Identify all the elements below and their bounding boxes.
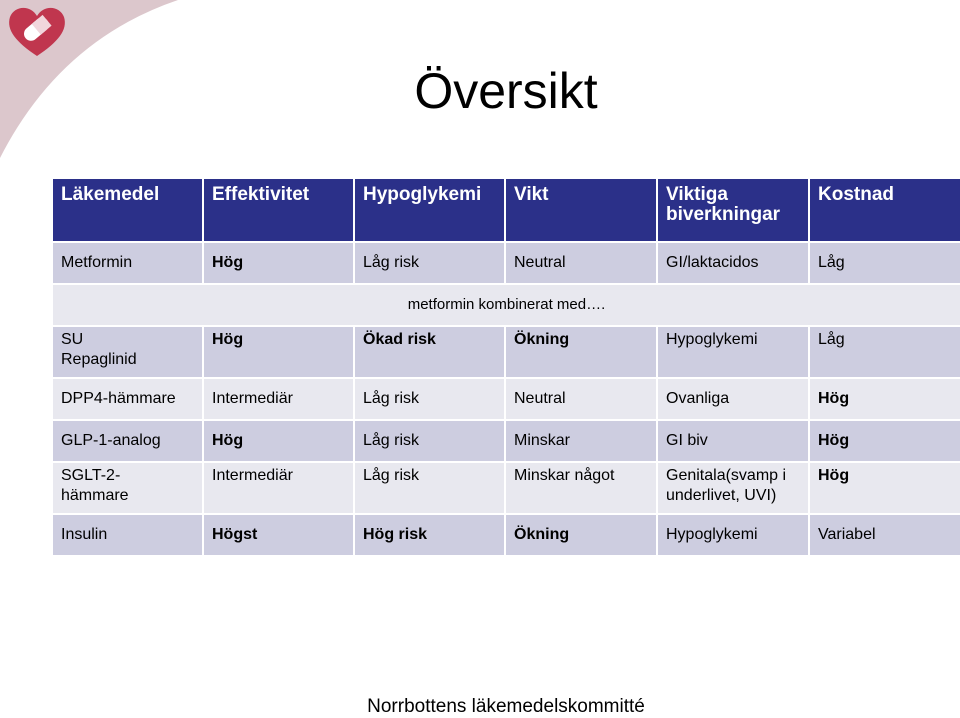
- drug-name-line: SGLT-2-: [61, 467, 121, 484]
- overview-table: [51, 177, 960, 557]
- header-cell: Viktiga biverkningar: [657, 178, 809, 242]
- table-row: [52, 326, 960, 378]
- table-cell: Låg risk: [354, 462, 505, 514]
- table-cell: Låg risk: [354, 378, 505, 420]
- table-cell: Neutral: [505, 378, 657, 420]
- drug-cell: [52, 326, 203, 378]
- slide-footer: Norrbottens läkemedelskommitté: [367, 696, 645, 717]
- table-cell: Hög: [809, 378, 960, 420]
- drug-cell: Insulin: [52, 514, 203, 556]
- header-cell: Läkemedel: [52, 178, 203, 242]
- table-cell: Ökning: [505, 514, 657, 556]
- table-subheading-row: [52, 284, 960, 326]
- drug-cell: DPP4-hämmare: [52, 378, 203, 420]
- table-cell: Hög risk: [354, 514, 505, 556]
- table-cell: Neutral: [505, 242, 657, 284]
- table-row: [52, 378, 960, 420]
- table-cell: GI/laktacidos: [657, 242, 809, 284]
- drug-cell: Metformin: [52, 242, 203, 284]
- table-row: [52, 242, 960, 284]
- header-cell: Effektivitet: [203, 178, 354, 242]
- subheading-cell: metformin kombinerat med….: [52, 284, 960, 326]
- table-cell: Hög: [203, 326, 354, 378]
- table-cell: Låg risk: [354, 242, 505, 284]
- drug-cell: [52, 462, 203, 514]
- table-cell: Hypoglykemi: [657, 514, 809, 556]
- header-cell: Kostnad: [809, 178, 960, 242]
- table-cell: Hög: [809, 420, 960, 462]
- drug-name-line: Repaglinid: [61, 351, 137, 368]
- table-cell: Minskar något: [505, 462, 657, 514]
- table-cell: Genitala(svamp i underlivet, UVI): [657, 462, 809, 514]
- table-row: [52, 462, 960, 514]
- table-cell: Intermediär: [203, 462, 354, 514]
- table-row: [52, 514, 960, 556]
- table-cell: Minskar: [505, 420, 657, 462]
- slide-title: Översikt: [414, 63, 598, 119]
- heart-pill-logo-icon: [6, 4, 68, 58]
- drug-name-line: hämmare: [61, 487, 129, 504]
- table-cell: Intermediär: [203, 378, 354, 420]
- table-cell: Högst: [203, 514, 354, 556]
- table-cell: Ökad risk: [354, 326, 505, 378]
- table-cell: Hög: [203, 242, 354, 284]
- table-cell: Hög: [809, 462, 960, 514]
- drug-name-line: SU: [61, 331, 84, 348]
- table-cell: Hypoglykemi: [657, 326, 809, 378]
- table-cell: Hög: [203, 420, 354, 462]
- table-header-row: [52, 178, 960, 242]
- table-row: [52, 420, 960, 462]
- table-cell: Låg: [809, 242, 960, 284]
- table-cell: GI biv: [657, 420, 809, 462]
- header-cell: Vikt: [505, 178, 657, 242]
- table-cell: Variabel: [809, 514, 960, 556]
- table-cell: Ovanliga: [657, 378, 809, 420]
- drug-cell: GLP-1-analog: [52, 420, 203, 462]
- table-cell: Låg risk: [354, 420, 505, 462]
- header-cell: Hypoglykemi: [354, 178, 505, 242]
- table-cell: Låg: [809, 326, 960, 378]
- table-cell: Ökning: [505, 326, 657, 378]
